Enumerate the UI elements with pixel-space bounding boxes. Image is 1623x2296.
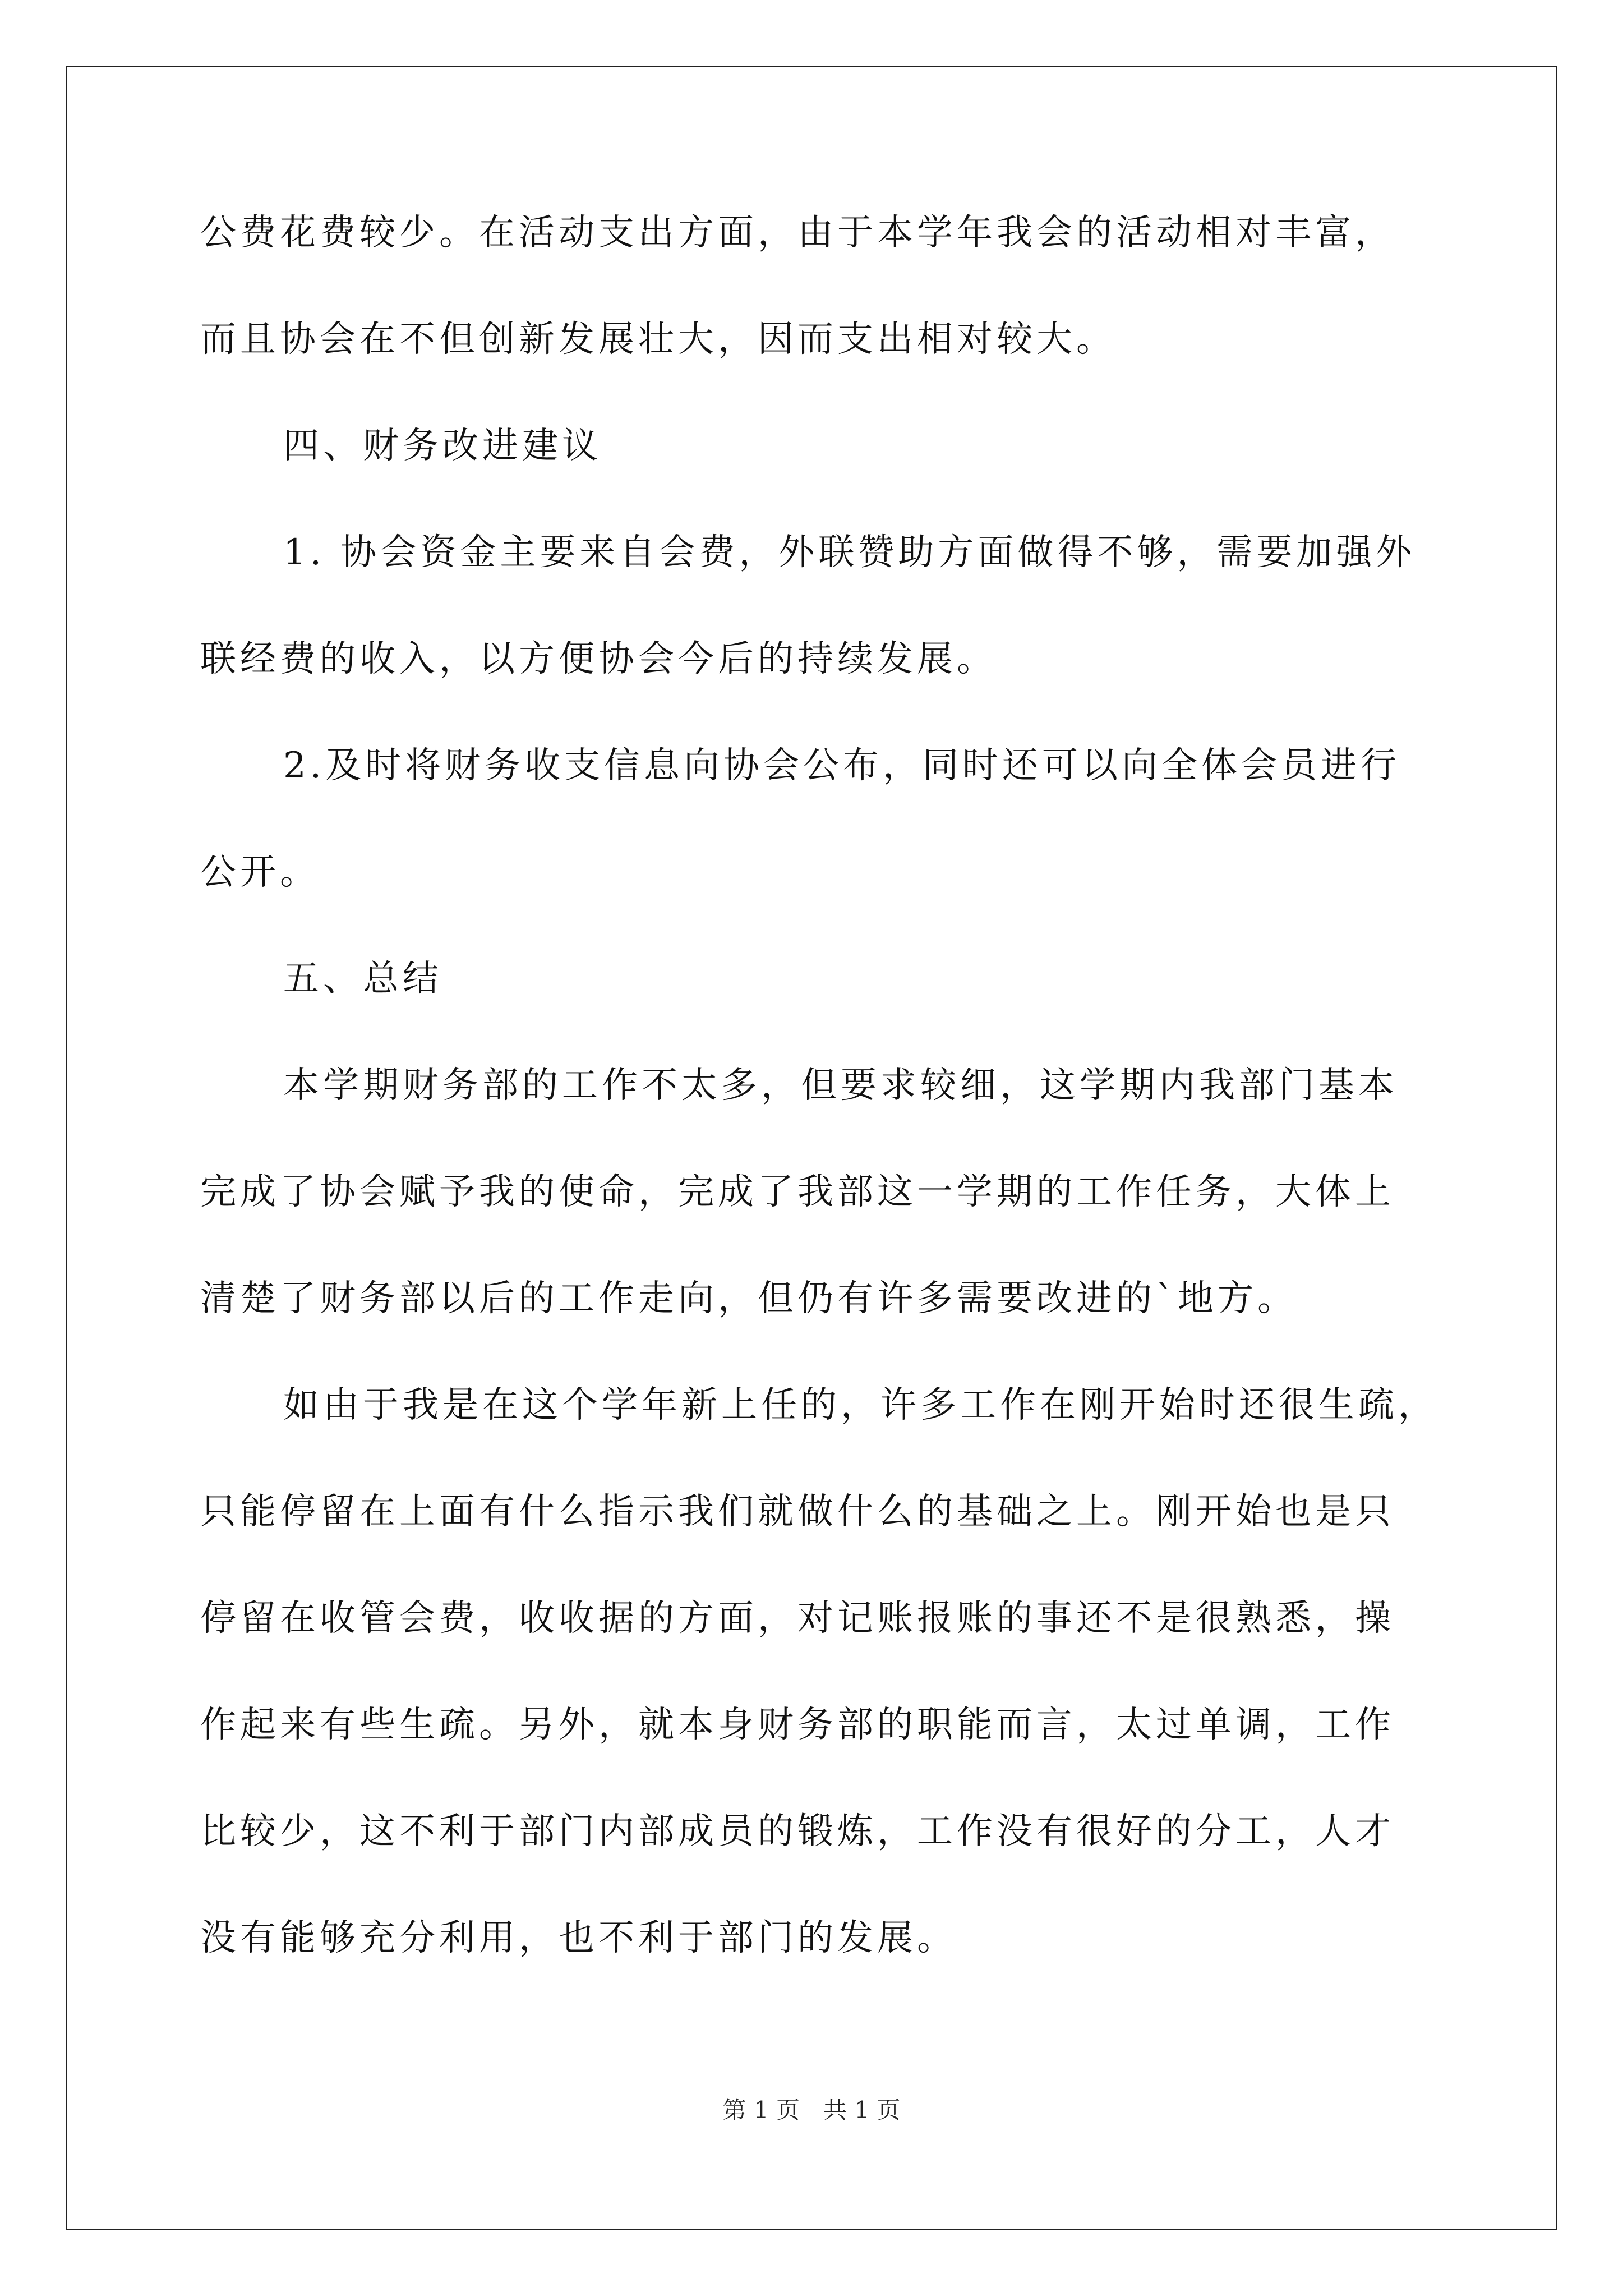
section-heading: 四、财务改进建议 bbox=[283, 425, 602, 467]
section-heading: 五、总结 bbox=[283, 958, 442, 1000]
paragraph-line: 清楚了财务部以后的工作走向，但仍有许多需要改进的`地方。 bbox=[200, 1278, 1297, 1319]
paragraph-line: 公费花费较少。在活动支出方面，由于本学年我会的活动相对丰富， bbox=[200, 212, 1395, 254]
paragraph-line: 本学期财务部的工作不太多，但要求较细，这学期内我部门基本 bbox=[283, 1065, 1398, 1106]
paragraph-line: 而且协会在不但创新发展壮大，因而支出相对较大。 bbox=[200, 319, 1116, 360]
paragraph-line: 完成了协会赋予我的使命，完成了我部这一学期的工作任务，大体上 bbox=[200, 1171, 1395, 1213]
paragraph-line: 没有能够充分利用，也不利于部门的发展。 bbox=[200, 1917, 957, 1959]
paragraph-line: 联经费的收入，以方便协会今后的持续发展。 bbox=[200, 638, 997, 680]
paragraph-line: 2.及时将财务收支信息向协会公布，同时还可以向全体会员进行 bbox=[283, 745, 1401, 786]
paragraph-line: 1. 协会资金主要来自会费，外联赞助方面做得不够，需要加强外 bbox=[283, 532, 1416, 573]
paragraph-line: 只能停留在上面有什么指示我们就做什么的基础之上。刚开始也是只 bbox=[200, 1491, 1395, 1533]
paragraph-line: 作起来有些生疏。另外，就本身财务部的职能而言，太过单调，工作 bbox=[200, 1704, 1395, 1746]
paragraph-line: 公开。 bbox=[200, 852, 320, 893]
paragraph-line: 如由于我是在这个学年新上任的，许多工作在刚开始时还很生疏， bbox=[283, 1384, 1438, 1426]
page-footer: 第 1 页 共 1 页 bbox=[722, 2096, 901, 2124]
paragraph-line: 比较少，这不利于部门内部成员的锻炼，工作没有很好的分工，人才 bbox=[200, 1811, 1395, 1852]
paragraph-line: 停留在收管会费，收收据的方面，对记账报账的事还不是很熟悉，操 bbox=[200, 1598, 1395, 1639]
page-border bbox=[66, 66, 1557, 2230]
